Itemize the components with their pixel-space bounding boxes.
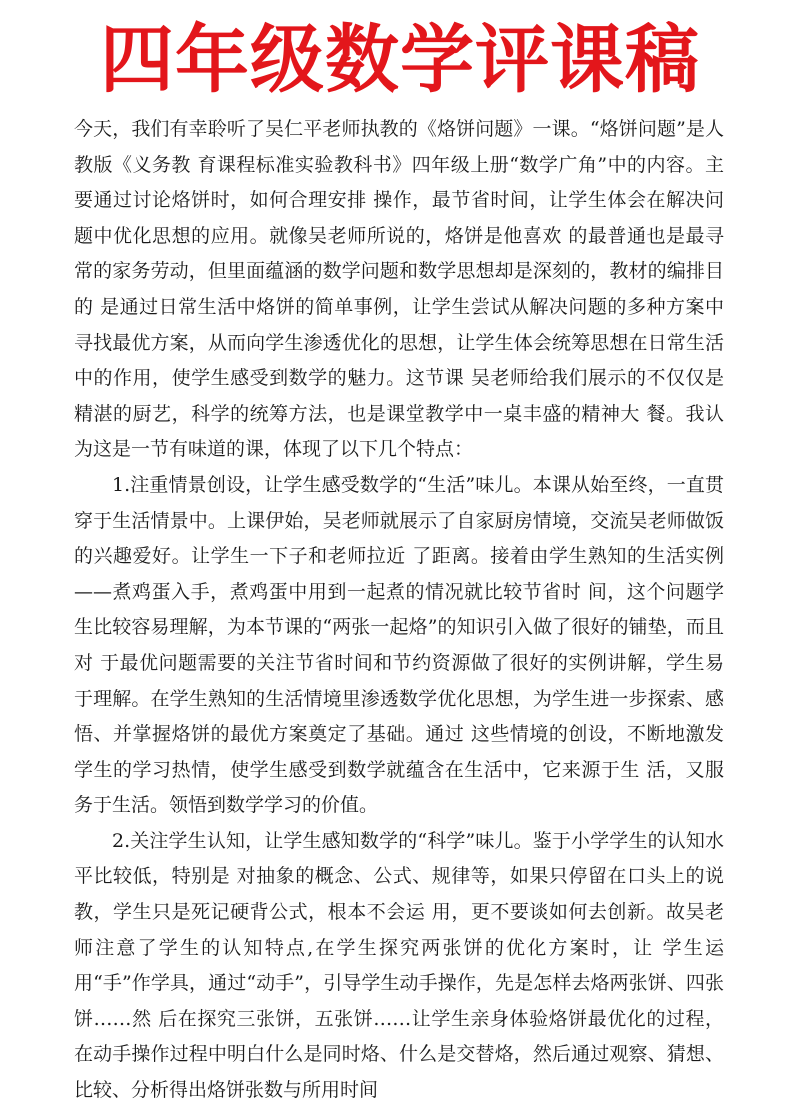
document-title: 四年级数学评课稿 [100, 17, 700, 103]
document-body [74, 112, 724, 1109]
paragraph-point-2: 2.关注学生认知，让学生感知数学的“科学”味儿。鉴于小学学生的认知水平比较低，特别是 对抽象的概念、公式、规律等，如果只停留在口头上的说教，学生只是死记硬背公式，根本不会运 用，更不要谈如何去创新。故吴老师注意了学生的认知特点,在学生探究两张饼的优化方案时，让 学生运用“手”作学具，通过“动手”，引导学生动手操作，先是怎样去烙两张饼、四张饼……然 后在探究三张饼，五张饼……让学生亲身体验烙饼最优化的过程，在动手操作过程中明白什么是同时烙、什么是交替烙，然后通过观察、猜想、比较、分析得出烙饼张数与所用时间 [74, 829, 724, 1102]
paragraph-point-1: 1.注重情景创设，让学生感受数学的“生活”味儿。本课从始至终，一直贯穿于生活情景中。上课伊始，吴老师就展示了自家厨房情境，交流吴老师做饭的兴趣爱好。让学生一下子和老师拉近 了距离。接着由学生熟知的生活实例——煮鸡蛋入手，煮鸡蛋中用到一起煮的情况就比较节省时 间，这个问题学生比较容易理解，为本节课的“两张一起烙”的知识引入做了很好的铺垫，而且对 于最优问题需要的关注节省时间和节约资源做了很好的实例讲解，学生易于理解。在学生熟知的生活情境里渗透数学优化思想，为学生进一步探索、感悟、并掌握烙饼的最优方案奠定了基础。通过 这些情境的创设，不断地激发学生的学习热情，使学生感受到数学就蕴含在生活中，它来源于生 活，又服务于生活。领悟到数学学习的价值。 [74, 473, 724, 817]
paragraph-intro: 今天，我们有幸聆听了吴仁平老师执教的《烙饼问题》一课。“烙饼问题”是人教版《义务教 育课程标准实验教科书》四年级上册“数学广角”中的内容。主要通过讨论烙饼时，如何合理安排 操作，最节省时间，让学生体会在解决问题中优化思想的应用。就像吴老师所说的，烙饼是他喜欢 的最普通也是最寻常的家务劳动，但里面蕴涵的数学问题和数学思想却是深刻的，教材的编排目的 是通过日常生活中烙饼的简单事例，让学生尝试从解决问题的多种方案中寻找最优方案，从而向学生渗透优化的思想，让学生体会统筹思想在日常生活中的作用，使学生感受到数学的魅力。这节课 吴老师给我们展示的不仅仅是精湛的厨艺，科学的统筹方法，也是课堂教学中一桌丰盛的精神大 餐。我认为这是一节有味道的课，体现了以下几个特点： [74, 118, 724, 461]
